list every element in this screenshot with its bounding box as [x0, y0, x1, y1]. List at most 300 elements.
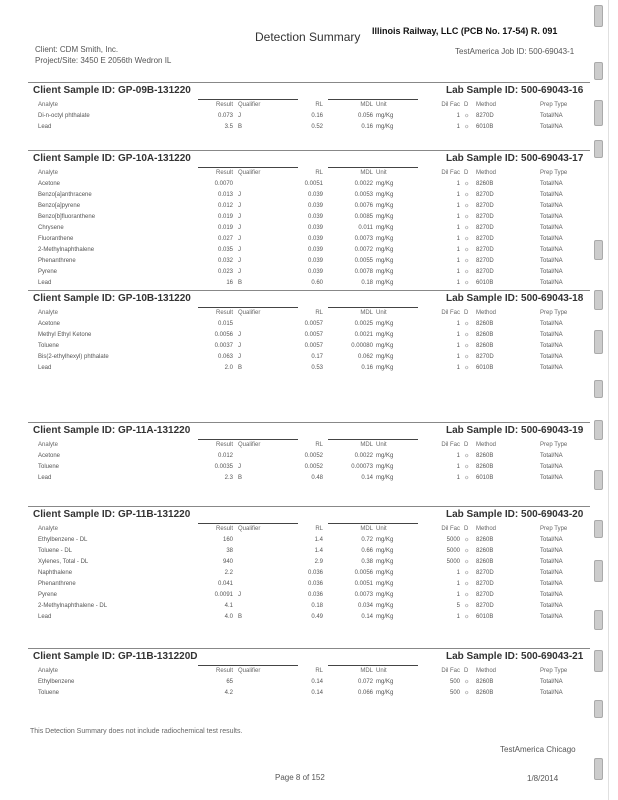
column-header-mdl: MDL: [360, 526, 373, 532]
case-reference: Illinois Railway, LLC (PCB No. 17-54) R. 091: [372, 26, 558, 36]
d-cell: ☼: [464, 475, 470, 481]
d-cell: ☼: [464, 258, 470, 264]
result-cell: 0.032: [217, 258, 233, 264]
binder-tab: [594, 100, 603, 126]
table-row: [28, 212, 590, 223]
rl-cell: 0.039: [307, 247, 323, 253]
method-cell: 8270D: [476, 192, 494, 198]
dil-fac-cell: 1: [456, 214, 460, 220]
unit-cell: mg/Kg: [376, 559, 394, 565]
dil-fac-cell: 1: [456, 124, 460, 130]
result-cell: 65: [226, 679, 233, 685]
rl-cell: 0.52: [311, 124, 323, 130]
analyte-cell: Lead: [38, 475, 52, 481]
column-header-rl: RL: [315, 102, 323, 108]
column-header-analyte: Analyte: [38, 668, 59, 674]
table-row: [28, 245, 590, 256]
qualifier-cell: B: [238, 280, 243, 286]
method-cell: 8270D: [476, 269, 494, 275]
prep-type-cell: Total/NA: [540, 192, 563, 198]
method-cell: 8260B: [476, 537, 494, 543]
sample-header: [28, 150, 590, 166]
prep-type-cell: Total/NA: [540, 453, 563, 459]
result-cell: 0.063: [217, 354, 233, 360]
table-row: [28, 546, 590, 557]
method-cell: 8270D: [476, 247, 494, 253]
binder-tab: [594, 610, 603, 630]
column-header-qualifier: Qualifier: [238, 668, 261, 674]
rl-cell: 0.14: [311, 679, 323, 685]
mdl-cell: 0.072: [357, 679, 373, 685]
rl-cell: 0.16: [311, 113, 323, 119]
table-row: [28, 190, 590, 201]
prep-type-cell: Total/NA: [540, 464, 563, 470]
sample-section: [28, 150, 590, 289]
analyte-cell: Naphthalene: [38, 570, 73, 576]
prep-type-cell: Total/NA: [540, 559, 563, 565]
rl-cell: 0.0052: [304, 453, 323, 459]
mdl-cell: 0.66: [361, 548, 373, 554]
analyte-cell: Benzo[a]pyrene: [38, 203, 81, 209]
dil-fac-cell: 500: [449, 690, 460, 696]
qualifier-cell: J: [238, 214, 241, 220]
column-header-rl: RL: [315, 310, 323, 316]
analyte-cell: Toluene: [38, 690, 60, 696]
mdl-cell: 0.0056: [354, 570, 373, 576]
d-cell: ☼: [464, 354, 470, 360]
d-cell: ☼: [464, 690, 470, 696]
binder-tab: [594, 330, 603, 354]
dil-fac-cell: 1: [456, 269, 460, 275]
prep-type-cell: Total/NA: [540, 214, 563, 220]
table-row: [28, 451, 590, 462]
client-name: Client: CDM Smith, Inc.: [35, 45, 119, 54]
result-cell: 4.1: [224, 603, 233, 609]
page-edge: [608, 0, 609, 800]
method-cell: 8260B: [476, 690, 494, 696]
table-row: [28, 473, 590, 484]
column-header-prep-type: Prep Type: [540, 170, 568, 176]
prep-type-cell: Total/NA: [540, 113, 563, 119]
table-row: [28, 612, 590, 623]
d-cell: ☼: [464, 464, 470, 470]
method-cell: 6010B: [476, 475, 494, 481]
unit-cell: mg/Kg: [376, 124, 394, 130]
mdl-cell: 0.0051: [354, 581, 373, 587]
mdl-cell: 0.011: [358, 225, 373, 231]
mdl-cell: 0.18: [361, 280, 373, 286]
rl-cell: 0.039: [307, 236, 323, 242]
table-row: [28, 363, 590, 374]
unit-cell: mg/Kg: [376, 464, 394, 470]
d-cell: ☼: [464, 124, 470, 130]
rl-cell: 0.18: [311, 603, 323, 609]
results-table: [28, 308, 590, 374]
column-header-result: Result: [215, 102, 233, 108]
mdl-cell: 0.14: [361, 614, 373, 620]
table-row: [28, 341, 590, 352]
column-header-d: D: [464, 170, 469, 176]
method-cell: 6010B: [476, 124, 494, 130]
qualifier-cell: J: [238, 332, 241, 338]
unit-cell: mg/Kg: [376, 679, 394, 685]
result-cell: 0.012: [217, 453, 233, 459]
table-row: [28, 201, 590, 212]
column-header-d: D: [464, 102, 469, 108]
analyte-cell: Chrysene: [38, 225, 64, 231]
d-cell: ☼: [464, 280, 470, 286]
method-cell: 8260B: [476, 343, 494, 349]
dil-fac-cell: 1: [456, 258, 460, 264]
table-row: [28, 568, 590, 579]
column-header-mdl: MDL: [360, 102, 373, 108]
d-cell: ☼: [464, 113, 470, 119]
unit-cell: mg/Kg: [376, 258, 394, 264]
result-cell: 0.0056: [214, 332, 233, 338]
column-header-rl: RL: [315, 442, 323, 448]
rl-cell: 0.039: [307, 269, 323, 275]
analyte-cell: 2-Methylnaphthalene - DL: [38, 603, 108, 609]
column-header-prep-type: Prep Type: [540, 442, 568, 448]
mdl-cell: 0.066: [357, 690, 373, 696]
prep-type-cell: Total/NA: [540, 258, 563, 264]
result-cell: 0.0091: [214, 592, 233, 598]
client-sample-id: Client Sample ID: GP-11B-131220D: [33, 651, 198, 662]
mdl-cell: 0.0025: [354, 321, 373, 327]
prep-type-cell: Total/NA: [540, 614, 563, 620]
d-cell: ☼: [464, 548, 470, 554]
dil-fac-cell: 1: [456, 475, 460, 481]
lab-sample-id: Lab Sample ID: 500-69043-19: [446, 425, 584, 436]
binder-tab: [594, 290, 603, 310]
column-header-unit: Unit: [376, 102, 387, 108]
analyte-cell: Fluoranthene: [38, 236, 74, 242]
analyte-cell: Bis(2-ethylhexyl) phthalate: [38, 354, 109, 360]
prep-type-cell: Total/NA: [540, 679, 563, 685]
mdl-cell: 0.056: [357, 113, 373, 119]
method-cell: 8260B: [476, 321, 494, 327]
sample-header: [28, 290, 590, 306]
dil-fac-cell: 5: [456, 603, 460, 609]
analyte-cell: Lead: [38, 365, 52, 371]
result-cell: 0.0070: [214, 181, 233, 187]
dil-fac-cell: 1: [456, 181, 460, 187]
binder-tab: [594, 5, 603, 27]
analyte-cell: Pyrene: [38, 269, 58, 275]
result-cell: 0.013: [217, 192, 233, 198]
method-cell: 8260B: [476, 453, 494, 459]
table-row: [28, 223, 590, 234]
dil-fac-cell: 1: [456, 192, 460, 198]
analyte-cell: Acetone: [38, 321, 61, 327]
unit-cell: mg/Kg: [376, 354, 394, 360]
column-header-d: D: [464, 668, 469, 674]
table-row: [28, 234, 590, 245]
column-header-d: D: [464, 526, 469, 532]
rl-cell: 0.039: [307, 214, 323, 220]
column-header-qualifier: Qualifier: [238, 170, 261, 176]
analyte-cell: Methyl Ethyl Ketone: [38, 332, 92, 338]
prep-type-cell: Total/NA: [540, 475, 563, 481]
column-header-method: Method: [476, 310, 497, 316]
dil-fac-cell: 1: [456, 332, 460, 338]
unit-cell: mg/Kg: [376, 332, 394, 338]
column-header-row: [28, 524, 590, 535]
column-header-qualifier: Qualifier: [238, 442, 261, 448]
analyte-cell: Toluene - DL: [38, 548, 73, 554]
column-header-prep-type: Prep Type: [540, 526, 568, 532]
rl-cell: 0.036: [307, 570, 323, 576]
column-header-d: D: [464, 442, 469, 448]
prep-type-cell: Total/NA: [540, 537, 563, 543]
analyte-cell: Phenanthrene: [38, 581, 76, 587]
method-cell: 8270D: [476, 258, 494, 264]
dil-fac-cell: 1: [456, 225, 460, 231]
results-table: [28, 168, 590, 289]
result-cell: 0.019: [217, 214, 233, 220]
d-cell: ☼: [464, 592, 470, 598]
unit-cell: mg/Kg: [376, 247, 394, 253]
rl-cell: 0.49: [311, 614, 323, 620]
method-cell: 8270D: [476, 214, 494, 220]
project-site: Project/Site: 3450 E 2056th Wedron IL: [35, 56, 172, 65]
results-table: [28, 100, 590, 133]
rl-cell: 0.60: [311, 280, 323, 286]
analyte-cell: Di-n-octyl phthalate: [38, 113, 90, 119]
prep-type-cell: Total/NA: [540, 321, 563, 327]
method-cell: 8260B: [476, 181, 494, 187]
column-header-qualifier: Qualifier: [238, 102, 261, 108]
method-cell: 8260B: [476, 464, 494, 470]
column-header-result: Result: [215, 170, 233, 176]
binder-tab: [594, 758, 603, 780]
column-header-result: Result: [215, 310, 233, 316]
analyte-cell: Lead: [38, 614, 52, 620]
dil-fac-cell: 1: [456, 570, 460, 576]
unit-cell: mg/Kg: [376, 475, 394, 481]
qualifier-cell: J: [238, 203, 241, 209]
unit-cell: mg/Kg: [376, 690, 394, 696]
table-row: [28, 319, 590, 330]
column-header-dil-fac: Dil Fac: [441, 668, 460, 674]
d-cell: ☼: [464, 247, 470, 253]
result-cell: 2.2: [224, 570, 233, 576]
column-header-dil-fac: Dil Fac: [441, 102, 460, 108]
d-cell: ☼: [464, 269, 470, 275]
method-cell: 8270D: [476, 603, 494, 609]
binder-tab: [594, 650, 603, 672]
d-cell: ☼: [464, 679, 470, 685]
rl-cell: 1.4: [314, 537, 323, 543]
column-header-method: Method: [476, 442, 497, 448]
analyte-cell: Ethylbenzene: [38, 679, 75, 685]
dil-fac-cell: 1: [456, 592, 460, 598]
column-header-mdl: MDL: [360, 442, 373, 448]
rl-cell: 0.53: [311, 365, 323, 371]
analyte-cell: Benzo[a]anthracene: [38, 192, 92, 198]
dil-fac-cell: 500: [449, 679, 460, 685]
sample-section: [28, 648, 590, 699]
unit-cell: mg/Kg: [376, 236, 394, 242]
qualifier-cell: J: [238, 343, 241, 349]
result-cell: 2.3: [224, 475, 233, 481]
result-cell: 0.015: [217, 321, 233, 327]
rl-cell: 2.9: [314, 559, 323, 565]
footer-note: This Detection Summary does not include radiochemical test results.: [30, 728, 243, 735]
table-row: [28, 557, 590, 568]
analyte-cell: Benzo[b]fluoranthene: [38, 214, 96, 220]
mdl-cell: 0.00073: [351, 464, 373, 470]
method-cell: 8270D: [476, 592, 494, 598]
results-table: [28, 524, 590, 623]
job-id: TestAmerica Job ID: 500-69043-1: [455, 47, 575, 56]
unit-cell: mg/Kg: [376, 225, 394, 231]
lab-sample-id: Lab Sample ID: 500-69043-18: [446, 293, 584, 304]
result-cell: 16: [226, 280, 233, 286]
unit-cell: mg/Kg: [376, 453, 394, 459]
binder-tab: [594, 62, 603, 80]
mdl-cell: 0.0073: [354, 236, 373, 242]
qualifier-cell: J: [238, 225, 241, 231]
table-row: [28, 535, 590, 546]
result-cell: 3.5: [224, 124, 233, 130]
column-header-result: Result: [215, 442, 233, 448]
table-row: [28, 179, 590, 190]
mdl-cell: 0.0055: [354, 258, 373, 264]
rl-cell: 0.48: [311, 475, 323, 481]
prep-type-cell: Total/NA: [540, 365, 563, 371]
table-row: [28, 579, 590, 590]
analyte-cell: Toluene: [38, 343, 60, 349]
column-header-analyte: Analyte: [38, 170, 59, 176]
dil-fac-cell: 1: [456, 113, 460, 119]
analyte-cell: Phenanthrene: [38, 258, 76, 264]
d-cell: ☼: [464, 236, 470, 242]
result-cell: 940: [222, 559, 233, 565]
rl-cell: 0.039: [307, 203, 323, 209]
method-cell: 8270D: [476, 354, 494, 360]
analyte-cell: Acetone: [38, 181, 61, 187]
result-cell: 160: [222, 537, 233, 543]
method-cell: 8260B: [476, 548, 494, 554]
prep-type-cell: Total/NA: [540, 280, 563, 286]
method-cell: 8270D: [476, 225, 494, 231]
column-header-result: Result: [215, 526, 233, 532]
d-cell: ☼: [464, 225, 470, 231]
mdl-cell: 0.72: [361, 537, 373, 543]
column-header-unit: Unit: [376, 668, 387, 674]
d-cell: ☼: [464, 614, 470, 620]
result-cell: 0.0037: [214, 343, 233, 349]
rl-cell: 0.039: [307, 225, 323, 231]
dil-fac-cell: 1: [456, 453, 460, 459]
client-sample-id: Client Sample ID: GP-10B-131220: [33, 293, 191, 304]
column-header-qualifier: Qualifier: [238, 310, 261, 316]
page-number: Page 8 of 152: [275, 773, 325, 782]
table-row: [28, 111, 590, 122]
d-cell: ☼: [464, 559, 470, 565]
prep-type-cell: Total/NA: [540, 354, 563, 360]
analyte-cell: Acetone: [38, 453, 61, 459]
column-header-analyte: Analyte: [38, 102, 59, 108]
client-sample-id: Client Sample ID: GP-11B-131220: [33, 509, 191, 520]
rl-cell: 0.039: [307, 258, 323, 264]
mdl-cell: 0.0022: [354, 181, 373, 187]
dil-fac-cell: 1: [456, 581, 460, 587]
analyte-cell: Pyrene: [38, 592, 58, 598]
unit-cell: mg/Kg: [376, 614, 394, 620]
method-cell: 6010B: [476, 365, 494, 371]
prep-type-cell: Total/NA: [540, 343, 563, 349]
qualifier-cell: B: [238, 124, 243, 130]
table-row: [28, 330, 590, 341]
method-cell: 8270D: [476, 203, 494, 209]
column-header-row: [28, 168, 590, 179]
mdl-cell: 0.034: [357, 603, 373, 609]
column-header-prep-type: Prep Type: [540, 668, 568, 674]
table-row: [28, 462, 590, 473]
sample-section: [28, 82, 590, 133]
analyte-cell: Lead: [38, 124, 52, 130]
mdl-cell: 0.0053: [354, 192, 373, 198]
dil-fac-cell: 1: [456, 614, 460, 620]
d-cell: ☼: [464, 332, 470, 338]
column-header-rl: RL: [315, 526, 323, 532]
result-cell: 0.073: [217, 113, 233, 119]
unit-cell: mg/Kg: [376, 321, 394, 327]
column-header-rl: RL: [315, 668, 323, 674]
column-header-analyte: Analyte: [38, 442, 59, 448]
results-table: [28, 440, 590, 484]
qualifier-cell: J: [238, 269, 241, 275]
rl-cell: 1.4: [314, 548, 323, 554]
method-cell: 8260B: [476, 559, 494, 565]
analyte-cell: Lead: [38, 280, 52, 286]
unit-cell: mg/Kg: [376, 603, 394, 609]
dil-fac-cell: 1: [456, 464, 460, 470]
lab-sample-id: Lab Sample ID: 500-69043-16: [446, 85, 584, 96]
dil-fac-cell: 1: [456, 321, 460, 327]
mdl-cell: 0.0072: [354, 247, 373, 253]
column-header-mdl: MDL: [360, 310, 373, 316]
column-header-prep-type: Prep Type: [540, 310, 568, 316]
qualifier-cell: B: [238, 475, 243, 481]
result-cell: 0.041: [217, 581, 233, 587]
dil-fac-cell: 5000: [446, 537, 460, 543]
method-cell: 8260B: [476, 679, 494, 685]
client-sample-id: Client Sample ID: GP-11A-131220: [33, 425, 191, 436]
d-cell: ☼: [464, 581, 470, 587]
table-row: [28, 352, 590, 363]
column-header-method: Method: [476, 668, 497, 674]
column-header-analyte: Analyte: [38, 526, 59, 532]
dil-fac-cell: 1: [456, 236, 460, 242]
method-cell: 8260B: [476, 332, 494, 338]
prep-type-cell: Total/NA: [540, 203, 563, 209]
unit-cell: mg/Kg: [376, 113, 394, 119]
unit-cell: mg/Kg: [376, 280, 394, 286]
result-cell: 0.019: [217, 225, 233, 231]
table-row: [28, 601, 590, 612]
column-header-row: [28, 100, 590, 111]
mdl-cell: 0.16: [361, 124, 373, 130]
rl-cell: 0.0051: [304, 181, 323, 187]
result-cell: 4.2: [224, 690, 233, 696]
mdl-cell: 0.062: [357, 354, 373, 360]
rl-cell: 0.0057: [304, 332, 323, 338]
results-table: [28, 666, 590, 699]
result-cell: 0.023: [217, 269, 233, 275]
